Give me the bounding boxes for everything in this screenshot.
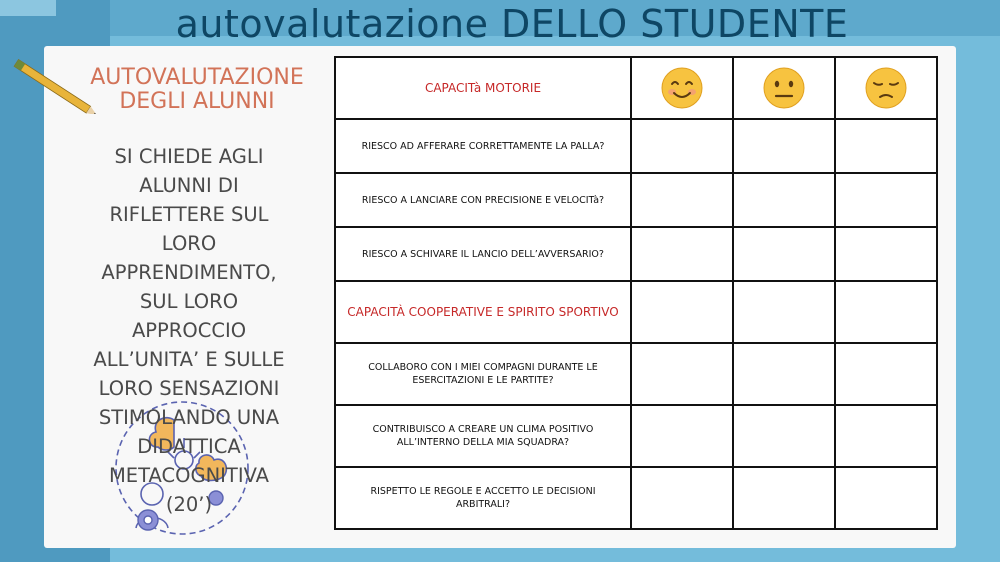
answer-cell-sad[interactable] — [835, 405, 937, 467]
question-label: COLLABORO CON I MIEI COMPAGNI DURANTE LE ESERCITAZIONI E LE PARTITE? — [335, 343, 631, 405]
table-row — [335, 227, 937, 281]
answer-cell-happy[interactable] — [631, 343, 733, 405]
answer-cell-neutral[interactable] — [733, 119, 835, 173]
mood-column-sad — [835, 57, 937, 119]
section-label: CAPACITÀ COOPERATIVE E SPIRITO SPORTIVO — [335, 281, 631, 343]
answer-cell-neutral[interactable] — [733, 467, 835, 529]
question-label: RIESCO A SCHIVARE IL LANCIO DELL’AVVERSARIO? — [335, 227, 631, 281]
answer-cell-neutral[interactable] — [733, 173, 835, 227]
table-row — [335, 343, 937, 405]
neutral-face-icon — [762, 66, 806, 110]
self-assessment-table — [334, 56, 938, 530]
question-label: RIESCO AD AFFERARE CORRETTAMENTE LA PALLA? — [335, 119, 631, 173]
table-header-row — [335, 57, 937, 119]
answer-cell-neutral — [733, 281, 835, 343]
answer-cell-happy[interactable] — [631, 173, 733, 227]
slide-title: autovalutazione DELLO STUDENTE — [175, 2, 849, 46]
answer-cell-neutral[interactable] — [733, 405, 835, 467]
mood-column-happy — [631, 57, 733, 119]
section-row — [335, 281, 937, 343]
answer-cell-sad[interactable] — [835, 343, 937, 405]
answer-cell-sad[interactable] — [835, 119, 937, 173]
answer-cell-sad — [835, 281, 937, 343]
question-label: RIESCO A LANCIARE CON PRECISIONE E VELOCITà? — [335, 173, 631, 227]
answer-cell-happy[interactable] — [631, 467, 733, 529]
answer-cell-happy[interactable] — [631, 119, 733, 173]
question-label: RISPETTO LE REGOLE E ACCETTO LE DECISIONI ARBITRALI? — [335, 467, 631, 529]
question-label: CONTRIBUISCO A CREARE UN CLIMA POSITIVO ALL’INTERNO DELLA MIA SQUADRA? — [335, 405, 631, 467]
answer-cell-sad[interactable] — [835, 467, 937, 529]
pensive-face-icon — [864, 66, 908, 110]
answer-cell-neutral[interactable] — [733, 227, 835, 281]
table-row — [335, 467, 937, 529]
mood-column-neutral — [733, 57, 835, 119]
answer-cell-sad[interactable] — [835, 173, 937, 227]
answer-cell-sad[interactable] — [835, 227, 937, 281]
left-heading: AUTOVALUTAZIONE DEGLI ALUNNI — [90, 65, 304, 114]
table-row — [335, 405, 937, 467]
left-description: SI CHIEDE AGLI ALUNNI DI RIFLETTERE SUL LORO APPRENDIMENTO, SUL LORO APPROCCIO ALL’UNITA’ E SULLE LORO SENSAZIONI STIMOLANDO UNA DIDATTICA METACOGNITIVA (20’) — [93, 145, 285, 516]
answer-cell-neutral[interactable] — [733, 343, 835, 405]
answer-cell-happy — [631, 281, 733, 343]
table-row — [335, 173, 937, 227]
answer-cell-happy[interactable] — [631, 405, 733, 467]
section-label: CAPACITà MOTORIE — [335, 57, 631, 119]
table-row — [335, 119, 937, 173]
answer-cell-happy[interactable] — [631, 227, 733, 281]
smiling-face-icon — [660, 66, 704, 110]
